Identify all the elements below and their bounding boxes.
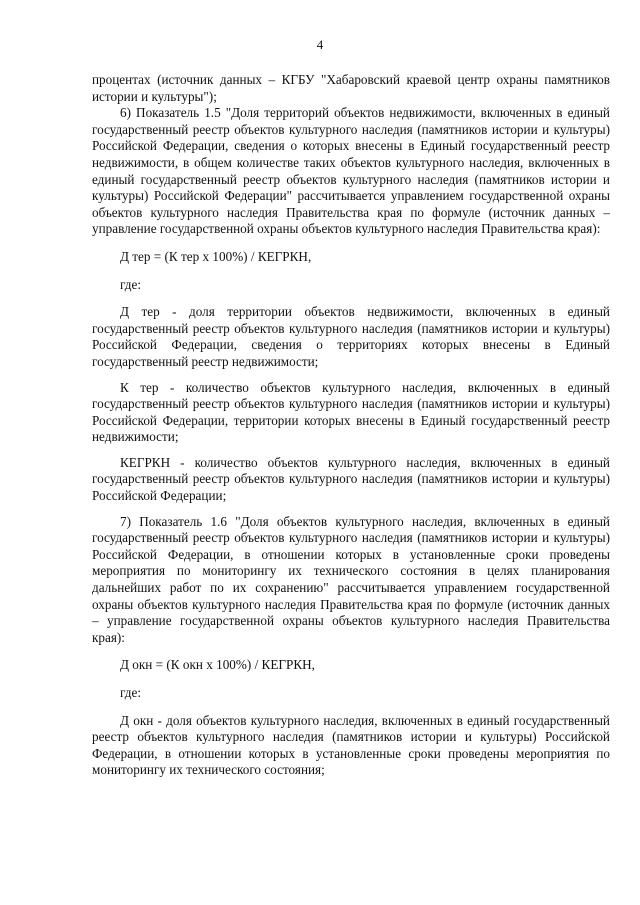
paragraph-source-continuation: процентах (источник данных – КГБУ "Хабаровский краевой центр охраны памятников истории и культуры"); xyxy=(92,72,610,104)
definition-kegrkn: КЕГРКН - количество объектов культурного наследия, включенных в единый государственный реестр объектов культурного наследия (памятников истории и культуры) Российской Федерации; xyxy=(92,454,610,504)
formula-d-ter: Д тер = (К тер х 100%) / КЕГРКН, xyxy=(120,248,312,264)
definition-k-ter: К тер - количество объектов культурного наследия, включенных в единый государственный реестр объектов культурного наследия (памятников истории и культуры) Российской Федерации, территории которых внесены в Единый государственный реестр недвижимости; xyxy=(92,379,610,445)
page-number: 4 xyxy=(316,37,324,52)
paragraph-indicator-1-6: 7) Показатель 1.6 "Доля объектов культурного наследия, включенных в единый государственный реестр объектов культурного наследия (памятников истории и культуры) Российской Федерации, в отношении которых в установленные сроки проведены мероприятия по мониторингу их технического состояния в целях планирования дальнейших работ по их сохранению" рассчитывается управлением государственной охраны объектов культурного наследия Правительства края по формуле (источник данных – управление государственной охраны объектов культурного наследия Правительства края): xyxy=(92,513,610,645)
formula-where-label: где: xyxy=(120,276,141,292)
formula-where-label-2: где: xyxy=(120,685,141,700)
definition-d-ter: Д тер - доля территории объектов недвижимости, включенных в единый государственный реестр объектов культурного наследия (памятников истории и культуры) Российской Федерации, сведения о территориях которых внесены в Единый государственный реестр недвижимости; xyxy=(92,304,610,369)
formula-d-okn: Д окн = (К окн х 100%) / КЕГРКН, xyxy=(120,657,315,673)
paragraph-indicator-1-5: 6) Показатель 1.5 "Доля территорий объектов недвижимости, включенных в единый государственный реестр объектов культурного наследия (памятников истории и культуры) Российской Федерации, сведения о которых внесены в Единый государственный реестр недвижимости, в общем количестве таких объектов культурного наследия, включенных в единый государственный реестр объектов культурного наследия (памятников истории и культуры) Российской Федерации" рассчитывается управлением государственной охраны объектов культурного наследия Правительства края по формуле (источник данных – управление государственной охраны объектов культурного наследия Правительства края): xyxy=(92,105,610,237)
definition-d-okn: Д окн - доля объектов культурного наследия, включенных в единый государственный реестр объектов культурного наследия (памятников истории и культуры) Российской Федерации, в отношении которых в установленные сроки проведены мероприятия по мониторингу их технического состояния; xyxy=(92,712,610,778)
document-body xyxy=(92,72,610,779)
